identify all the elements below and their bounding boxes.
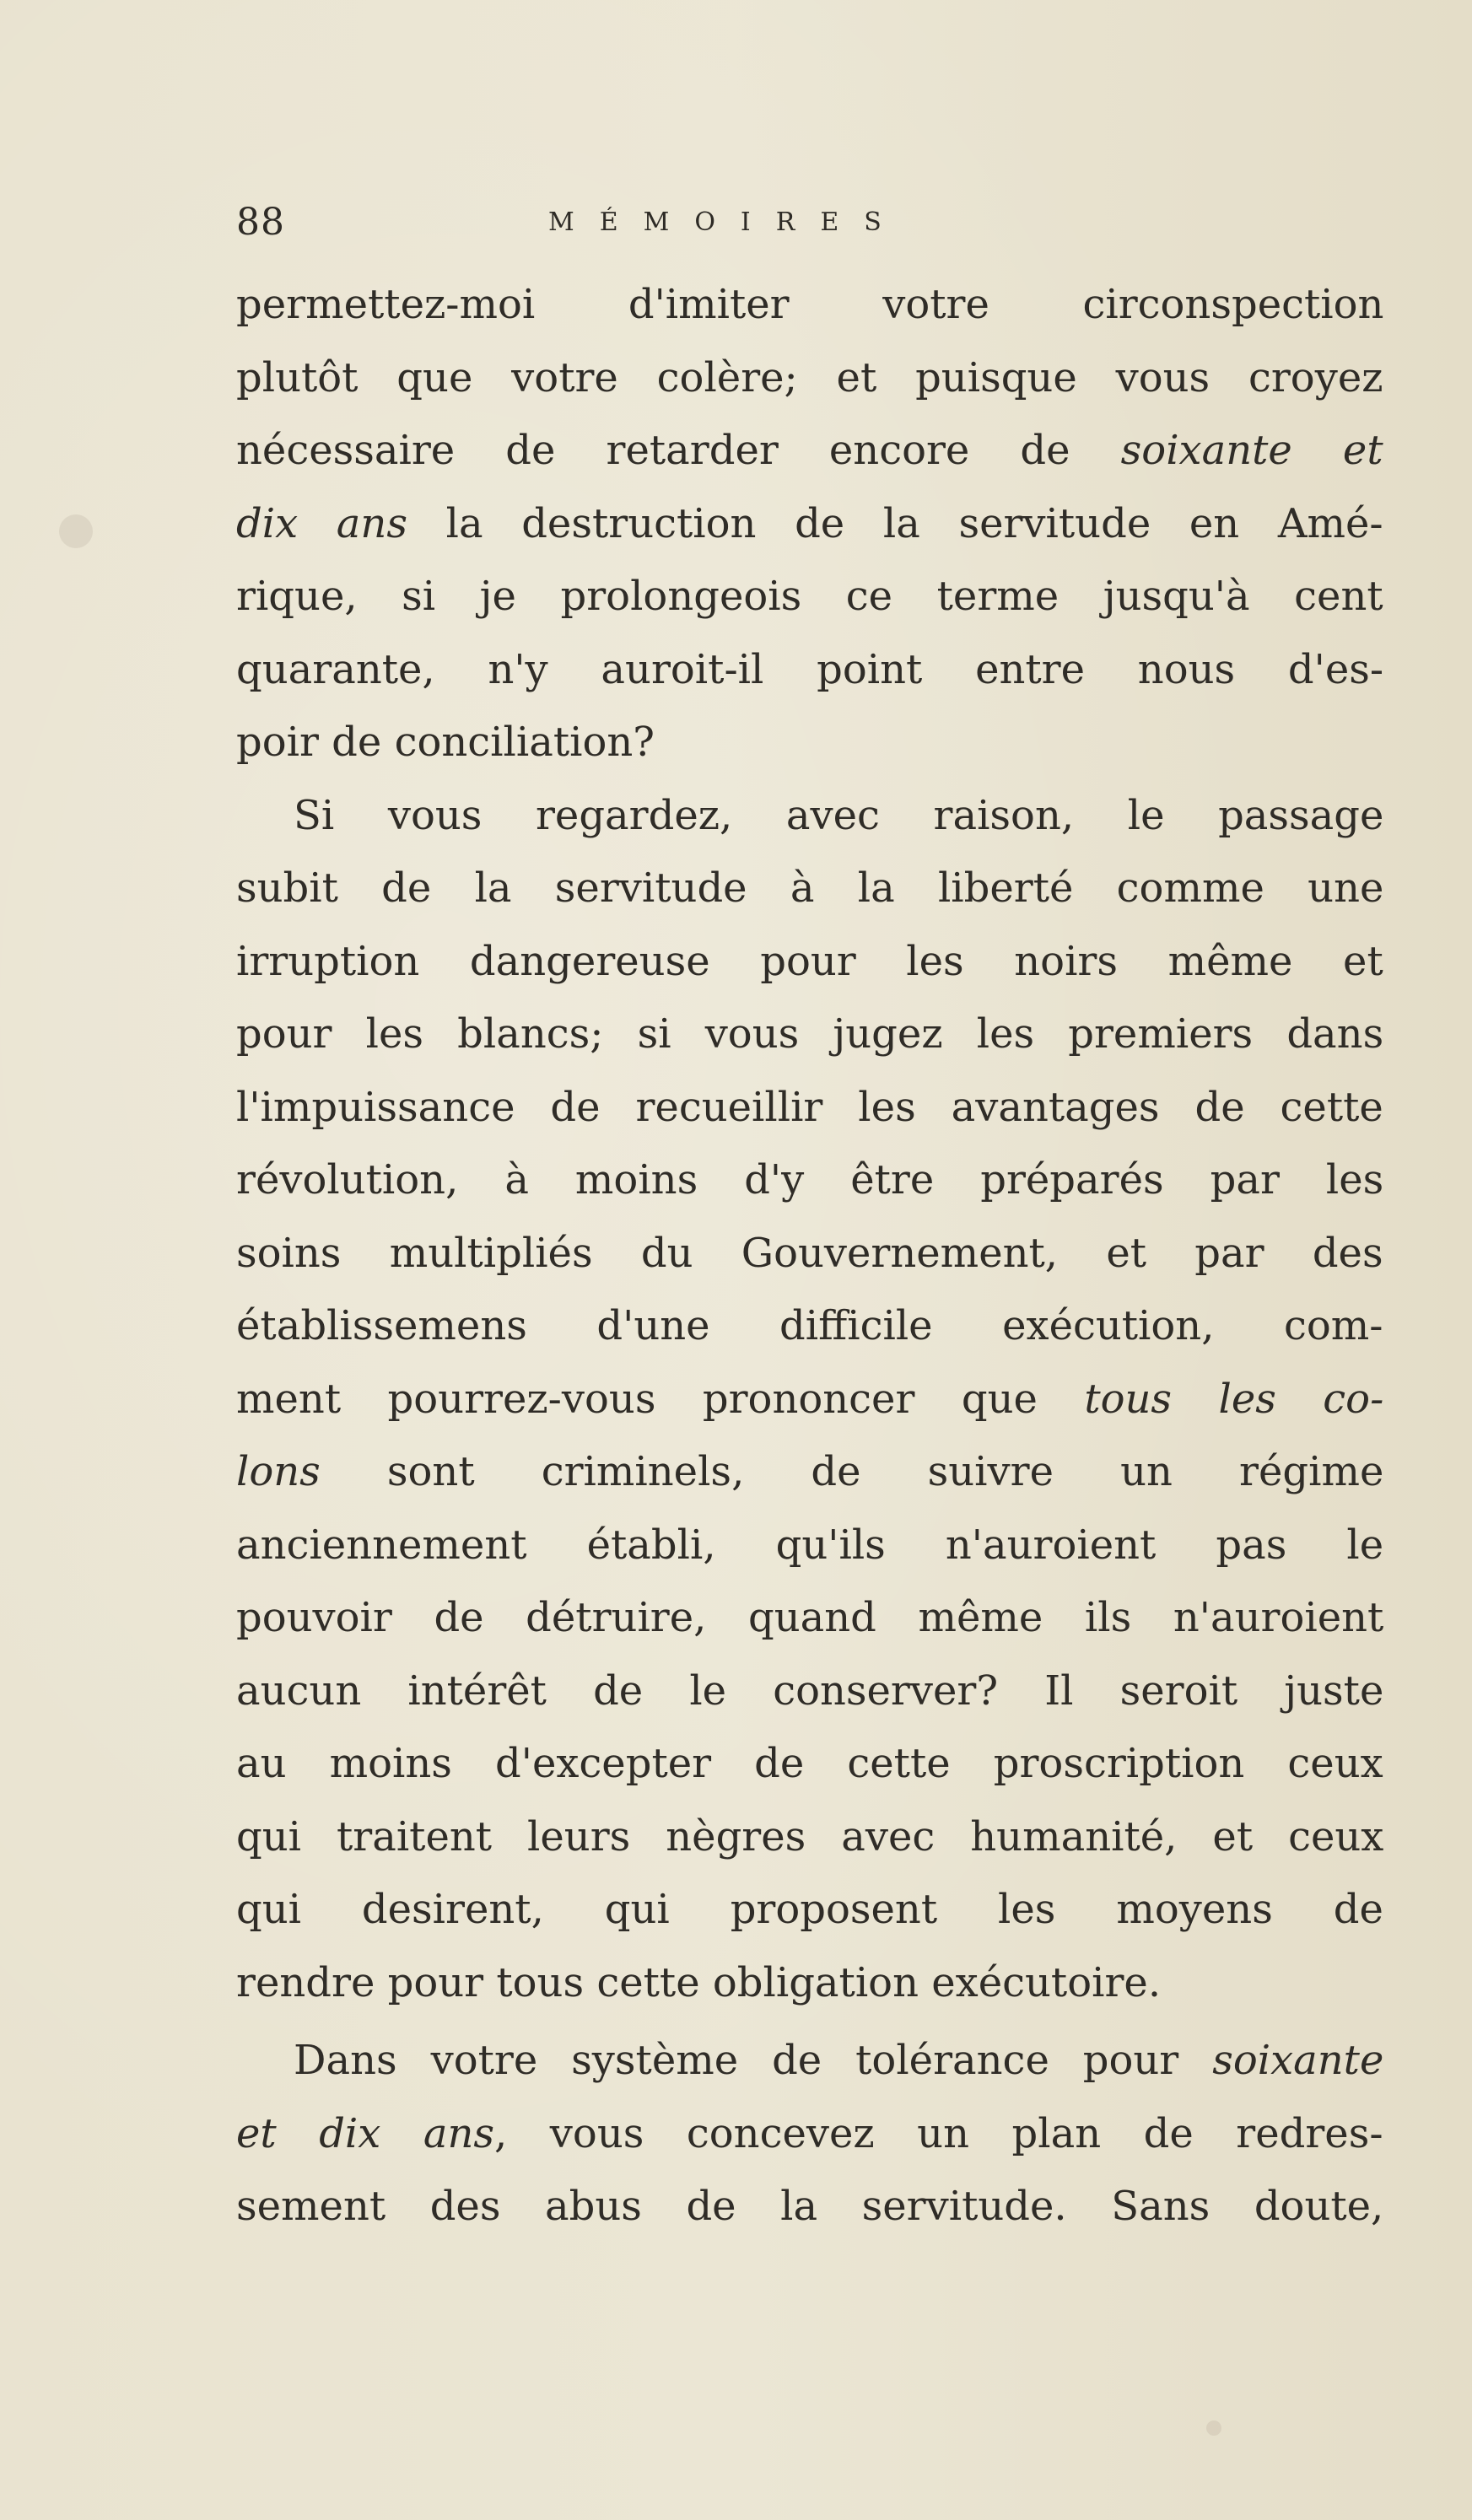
text-run: nécessaire de retarder encore de	[236, 427, 1121, 474]
text-run: aucun intérêt de le conserver? Il seroit juste	[236, 1667, 1384, 1715]
text-run: pour les blancs; si vous jugez les premiers dans	[236, 1010, 1384, 1058]
text-line	[236, 1581, 1383, 1655]
text-line	[236, 487, 1383, 561]
text-run: plutôt que votre colère; et puisque vous croyez	[236, 353, 1383, 401]
text-line	[236, 1655, 1383, 1728]
text-run: Dans votre système de tolérance pour	[294, 2037, 1213, 2084]
text-line	[236, 2024, 1383, 2097]
text-line	[236, 1071, 1383, 1144]
text-line	[236, 1509, 1383, 1582]
page-header	[236, 201, 1206, 251]
text-run: qui desirent, qui proposent les moyens de	[236, 1886, 1383, 1933]
text-line	[236, 1290, 1383, 1363]
text-run: établissemens d'une difficile exécution, com-	[236, 1302, 1383, 1349]
text-run: sement des abus de la servitude. Sans doute,	[236, 2183, 1384, 2230]
paper-stain	[59, 514, 93, 548]
italic-text: tous les co-	[1084, 1375, 1384, 1423]
text-run: qui traitent leurs nègres avec humanité, et ceux	[236, 1812, 1384, 1860]
text-line	[236, 1435, 1383, 1509]
text-line	[236, 1727, 1383, 1801]
text-run: l'impuissance de recueillir les avantages de cette	[236, 1083, 1383, 1131]
body-text	[236, 268, 1383, 2243]
text-line	[236, 1873, 1383, 1947]
italic-text: et dix ans	[236, 2109, 495, 2157]
text-line	[236, 2097, 1383, 2171]
italic-text: lons	[236, 1448, 321, 1495]
text-line	[236, 2170, 1383, 2243]
text-run: soins multipliés du Gouvernement, et par des	[236, 1229, 1383, 1277]
text-run: pouvoir de détruire, quand même ils n'auroient	[236, 1594, 1384, 1641]
text-line	[236, 1801, 1383, 1874]
text-run: révolution, à moins d'y être préparés par les	[236, 1156, 1384, 1203]
text-line	[236, 1144, 1383, 1217]
text-run: poir de conciliation?	[236, 719, 655, 766]
running-head: MÉMOIRES	[548, 207, 907, 237]
text-run: rique, si je prolongeois ce terme jusqu'à cent	[236, 573, 1383, 620]
text-line	[236, 560, 1383, 633]
text-line	[236, 342, 1383, 415]
text-run: la destruction de la servitude en Amé-	[407, 499, 1383, 547]
text-line	[236, 852, 1383, 925]
text-run: irruption dangereuse pour les noirs même et	[236, 937, 1383, 985]
text-line	[236, 998, 1383, 1071]
text-line	[236, 706, 1383, 779]
text-line	[236, 414, 1383, 487]
text-run: anciennement établi, qu'ils n'auroient pas le	[236, 1521, 1384, 1569]
text-run: Si vous regardez, avec raison, le passage	[294, 791, 1384, 839]
text-line	[236, 1363, 1383, 1436]
text-line	[236, 633, 1383, 707]
text-run: , vous concevez un plan de redres-	[494, 2109, 1383, 2157]
page-number: 88	[236, 201, 285, 244]
text-run: sont criminels, de suivre un régime	[320, 1448, 1384, 1495]
text-run: subit de la servitude à la liberté comme une	[236, 864, 1384, 912]
italic-text: soixante	[1212, 2037, 1384, 2084]
text-line	[236, 1947, 1383, 2020]
text-run: permettez-moi d'imiter votre circonspection	[236, 281, 1384, 328]
text-run: rendre pour tous cette obligation exécutoire.	[236, 1958, 1162, 2006]
italic-text: dix ans	[236, 499, 407, 547]
paper-stain	[1206, 2420, 1221, 2436]
text-line	[236, 925, 1383, 999]
text-line	[236, 779, 1383, 853]
text-line	[236, 1217, 1383, 1290]
text-run: ment pourrez-vous prononcer que	[236, 1375, 1085, 1423]
text-line	[236, 268, 1383, 342]
italic-text: soixante et	[1120, 427, 1383, 474]
text-run: au moins d'excepter de cette proscription ceux	[236, 1740, 1383, 1787]
text-run: quarante, n'y auroit-il point entre nous d'es-	[236, 645, 1384, 693]
